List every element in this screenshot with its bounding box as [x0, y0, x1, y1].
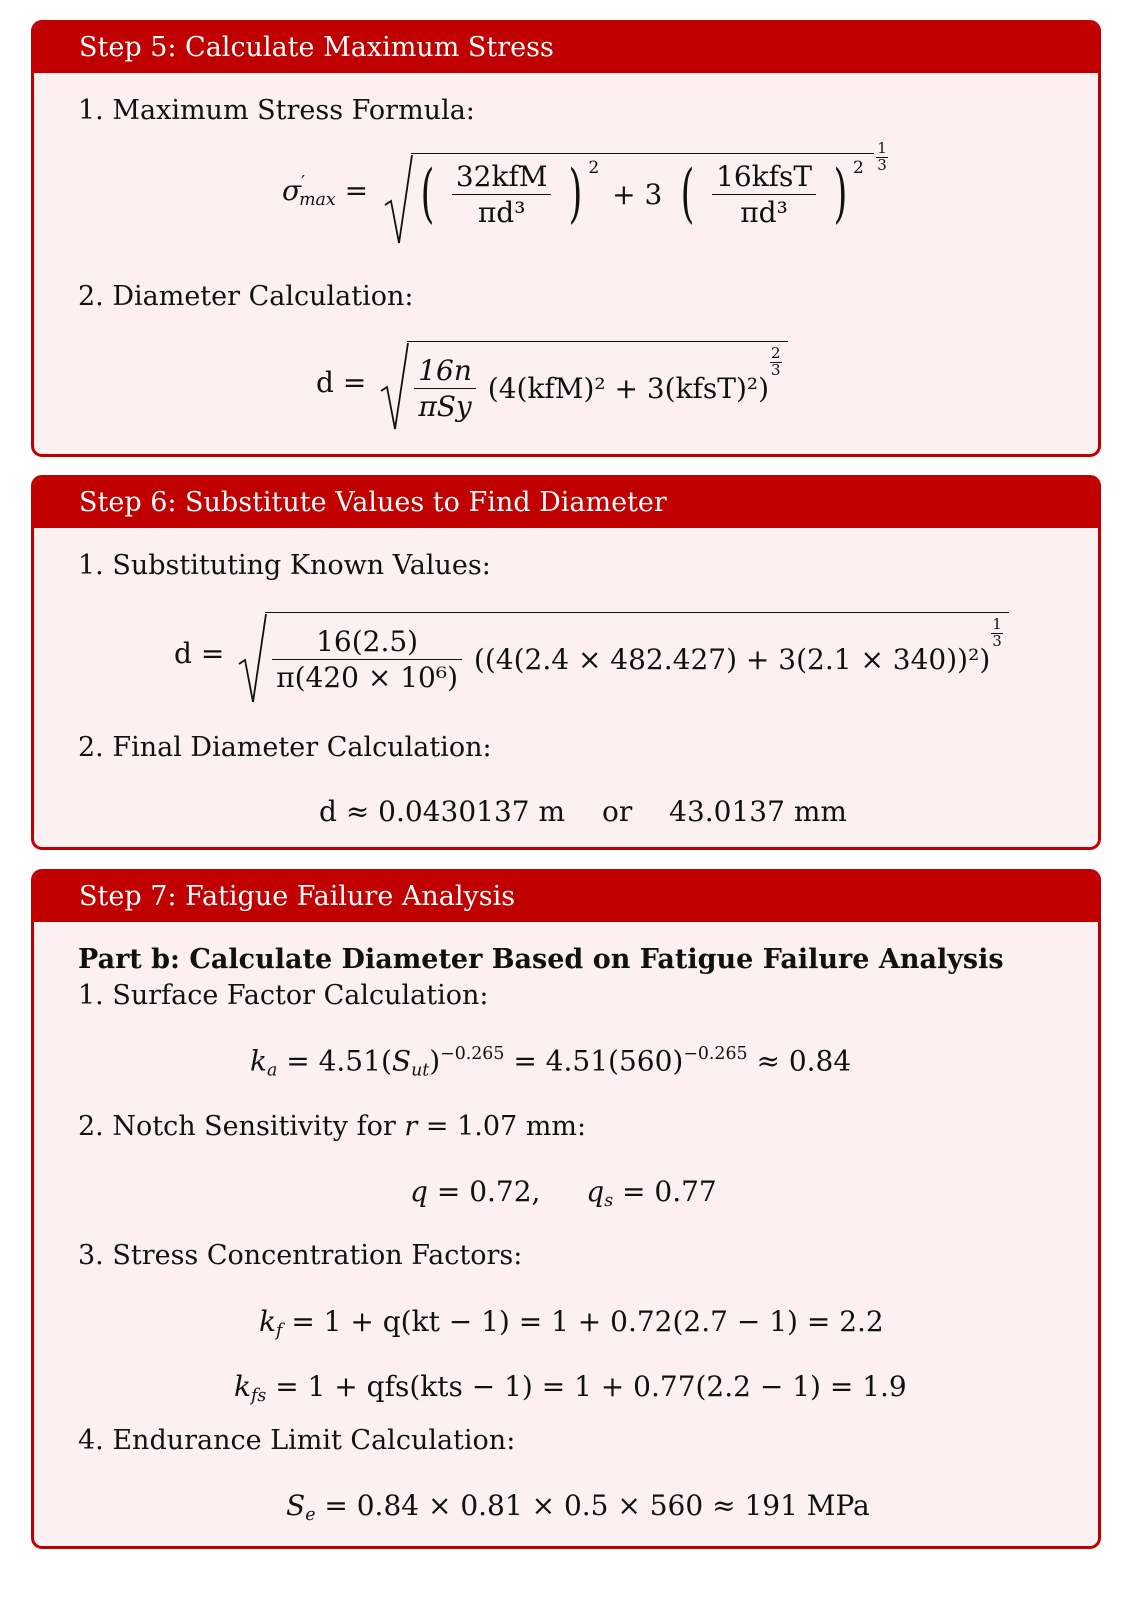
final-diameter-or: or: [601, 795, 633, 828]
substitution-fraction: [272, 624, 462, 695]
radical-sign-icon: [237, 612, 267, 704]
surface-factor-result: ≈ 0.84: [756, 1044, 852, 1078]
step6-title: Step 6: Substitute Values to Find Diameter: [34, 478, 1098, 528]
diameter-fraction-denominator: πSy: [418, 389, 472, 423]
radical-sign-icon: [379, 341, 409, 431]
substitution-radical: [237, 612, 1009, 695]
kf-equation: $k_f = 1 + q(kt - 1) = 1 + 0.72(2.7 - 1) = 2.2$: [259, 1305, 884, 1342]
radical-sign-icon: [383, 153, 413, 245]
step7-item1: 1. Surface Factor Calculation:: [78, 980, 489, 1011]
qs-value: = 0.77: [622, 1175, 717, 1208]
substitution-equation: [174, 612, 1009, 695]
max-stress-radical: ( $\frac{\text{32kfM}}{\text{πd³}}$ ) $^2$ + 3 ( $\frac{\text{16kfsT}}{\text{πd³}}$ ) $^2$ 1 3: [383, 153, 874, 230]
endurance-limit-equation: $S_e = 0.84 \times 0.81 \times 0.5 \times 560 \approx 191$ MPa: [286, 1489, 870, 1526]
step7-item3: 3. Stress Concentration Factors:: [78, 1240, 523, 1271]
diameter-lhs: d =: [316, 365, 367, 399]
stress-term1-denominator: πd³: [477, 195, 526, 229]
step7-item4: 4. Endurance Limit Calculation:: [78, 1425, 516, 1456]
substitution-exponent: $\frac{1}{3}$: [992, 615, 1002, 650]
step7-item2: 2. Notch Sensitivity for r = 1.07 mm:: [78, 1111, 587, 1142]
final-diameter-meters: d ≈ 0.0430137 m: [319, 795, 566, 828]
diameter-fraction: [414, 353, 476, 424]
stress-term1-power: 2: [588, 158, 600, 178]
step7-title: Step 7: Fatigue Failure Analysis: [34, 872, 1098, 922]
notch-sensitivity-equation: q = 0.72, $q_s = 0.77$: [410, 1175, 717, 1212]
final-diameter-equation: [319, 795, 847, 828]
step6-box: [31, 475, 1101, 850]
step6-item2: 2. Final Diameter Calculation:: [78, 732, 492, 763]
stress-outer-exponent: 1 3: [877, 139, 887, 174]
diameter-exponent: $\frac{2}{3}$: [771, 344, 781, 379]
substitution-denominator: π(420 × 10⁶): [276, 660, 459, 694]
step5-title: Step 5: Calculate Maximum Stress: [34, 23, 1098, 73]
q-value: = 0.72,: [436, 1175, 541, 1208]
diameter-equation: [316, 341, 788, 424]
stress-term2-denominator: πd³: [740, 195, 788, 229]
diameter-body: (4(kfM)² + 3(kfsT)²): [487, 371, 770, 405]
diameter-fraction-numerator: 16n: [414, 353, 476, 389]
final-diameter-mm: 43.0137 mm: [669, 795, 847, 828]
surface-factor-exponent-2: −0.265: [683, 1044, 748, 1064]
diameter-radical: [379, 341, 787, 424]
part-b-heading: Part b: Calculate Diameter Based on Fatigue Failure Analysis: [78, 944, 1004, 975]
surface-factor-exponent-1: −0.265: [440, 1044, 505, 1064]
kfs-equation: $k_{fs} = 1 + qfs(kts - 1) = 1 + 0.77(2.2 - 1) = 1.9$: [234, 1370, 907, 1407]
surface-factor-equation: $k_a = 4.51(S_{ut})^{-0.265} = 4.51(560)^{-0.265} \approx 0.84$: [250, 1044, 852, 1081]
step7-box: [31, 869, 1101, 1549]
max-stress-equation: $\sigma'_{max}$ = ( $\frac{\text{32kfM}}{\text{πd³}}$ ) $^2$ + 3 ( $\frac{\text{16kfsT}}{\text{πd³}}$ ) $^2$ 1 3: [282, 153, 874, 230]
step5-item2: 2. Diameter Calculation:: [78, 281, 414, 312]
substitution-numerator: 16(2.5): [272, 624, 462, 660]
stress-term1-numerator: 32kfM: [452, 159, 552, 195]
substitution-body: ((4(2.4 × 482.427) + 3(2.1 × 340))²): [473, 642, 991, 676]
stress-term2-fraction: [712, 159, 816, 230]
step6-item1: 1. Substituting Known Values:: [78, 550, 491, 581]
substitution-lhs: d =: [174, 636, 225, 670]
plus-three: + 3: [612, 177, 663, 211]
stress-term2-numerator: 16kfsT: [712, 159, 816, 195]
step5-item1: 1. Maximum Stress Formula:: [78, 95, 475, 126]
step5-box: [31, 20, 1101, 457]
stress-term2-power: 2: [852, 158, 864, 178]
stress-term1-fraction: [452, 159, 552, 230]
